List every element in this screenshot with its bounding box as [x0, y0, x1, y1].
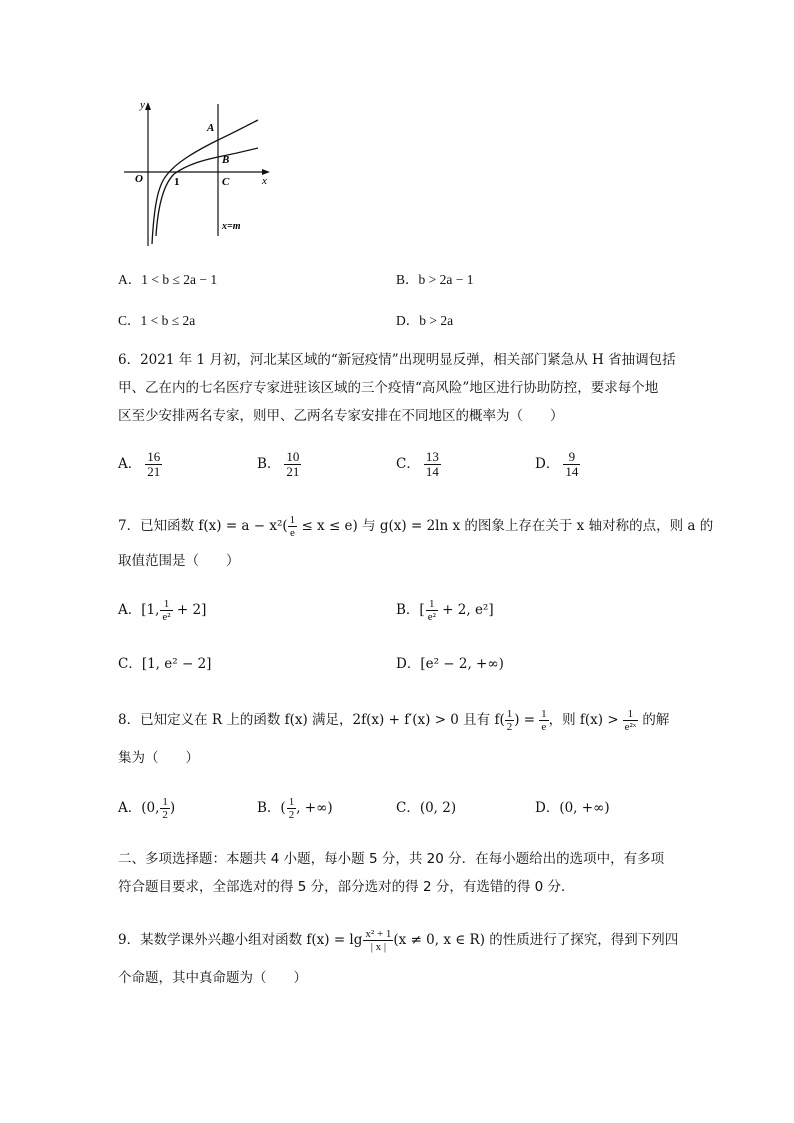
q6-option-d: D． $\frac{9}{14}$ — [535, 449, 579, 479]
q7-option-c: C．[1, e² − 2] — [118, 656, 212, 672]
graph-point-a-label: A — [207, 122, 215, 134]
graph-y-label: y — [140, 99, 145, 111]
graph-one-label: 1 — [174, 176, 180, 188]
q8-line-1: 8．已知定义在 R 上的函数 f(x) 满足，2f(x) + f′(x) > 0 且有 f( $\frac{1}{2}$ ) = $\frac{1}{e}$ ，则 f(x) > $\frac{1}{\text{e²ˣ}}$ 的解 — [118, 708, 670, 733]
graph-x-label: x — [262, 175, 267, 187]
graph-origin-label: O — [135, 173, 143, 185]
section-2-line-1: 二、多项选择题：本题共 4 小题，每小题 5 分，共 20 分．在每小题给出的选项中，有多项 — [118, 851, 665, 867]
q8-option-d: D．(0, +∞) — [535, 800, 610, 816]
q8-line-2: 集为（ ） — [118, 750, 199, 766]
graph-point-c-label: C — [222, 176, 230, 188]
q7-option-b: B．[ $\frac{1}{\text{e²}}$ + 2, e²] — [396, 598, 494, 623]
q6-line-3: 区至少安排两名专家，则甲、乙两名专家安排在不同地区的概率为（ ） — [118, 408, 564, 424]
graph-point-b-label: B — [222, 154, 230, 166]
function-graph — [118, 96, 278, 252]
q8-option-a: A．(0, $\frac{1}{2}$ ) — [118, 796, 176, 821]
section-2-line-2: 符合题目要求，全部选对的得 5 分，部分选对的得 2 分，有选错的得 0 分． — [118, 879, 575, 895]
q6-option-c: C． $\frac{13}{14}$ — [396, 449, 439, 479]
q7-line-1: 7．已知函数 f(x) = a − x²( $\frac{1}{e}$ ≤ x ≤ e) 与 g(x) = 2ln x 的图象上存在关于 x 轴对称的点，则 a 的 — [118, 514, 714, 539]
q5-option-a: A．1 < b ≤ 2a − 1 — [118, 272, 218, 287]
q7-option-d: D．[e² − 2, +∞) — [396, 656, 504, 672]
q8-option-c: C．(0, 2) — [396, 800, 457, 816]
q5-option-d: D．b > 2a — [396, 313, 454, 328]
q7-line-2: 取值范围是（ ） — [118, 553, 240, 569]
q5-option-c: C．1 < b ≤ 2a — [118, 313, 196, 328]
q7-option-a: A．[1, $\frac{1}{\text{e²}}$ + 2] — [118, 598, 207, 623]
q6-option-a: A． $\frac{16}{21}$ — [118, 449, 161, 479]
q6-line-1: 6．2021 年 1 月初，河北某区域的“新冠疫情”出现明显反弹，相关部门紧急从 H 省抽调包括 — [118, 352, 676, 368]
q5-option-b: B．b > 2a − 1 — [396, 272, 474, 287]
graph-line-label: x=m — [222, 221, 241, 232]
q8-option-b: B．( $\frac{1}{2}$ , +∞) — [257, 796, 333, 821]
q9-line-2: 个命题，其中真命题为（ ） — [118, 970, 307, 986]
q6-line-2: 甲、乙在内的七名医疗专家进驻该区域的三个疫情“高风险”地区进行协助防控，要求每个地 — [118, 380, 659, 396]
q9-line-1: 9．某数学课外兴趣小组对函数 f(x) = lg $\frac{\text{x² + 1}}{| x |}$ (x ≠ 0, x ∈ R) 的性质进行了探究，得到下列四 — [118, 928, 679, 953]
q6-option-b: B． $\frac{10}{21}$ — [257, 449, 300, 479]
